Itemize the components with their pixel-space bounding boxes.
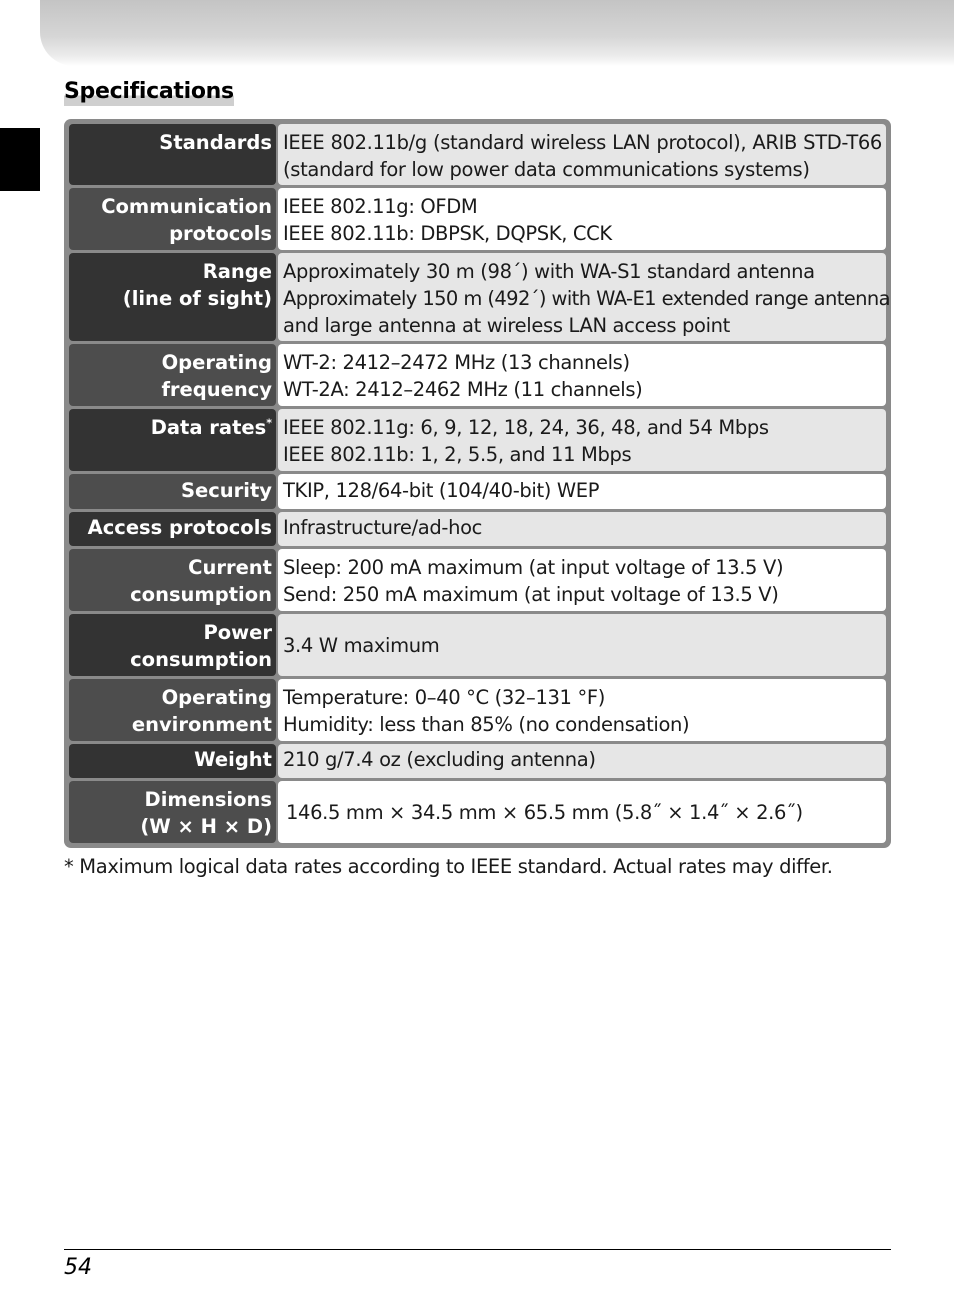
spec-value-line: Temperature: 0–40 °C (32–131 °F) [283, 686, 605, 709]
page-divider [64, 1249, 891, 1250]
spec-label: Standards [69, 124, 276, 185]
spec-value-line: Humidity: less than 85% (no condensation) [283, 713, 690, 736]
spec-value [278, 512, 886, 546]
spec-label: Dimensions (W × H × D) [69, 781, 276, 843]
spec-value-line: 210 g/7.4 oz (excluding antenna) [283, 748, 596, 771]
spec-label-text: Data rates [150, 416, 267, 439]
spec-value-line: WT-2A: 2412–2462 MHz (11 channels) [283, 378, 643, 401]
spec-row-standards [69, 124, 886, 185]
spec-value [278, 253, 891, 341]
spec-value-line: (standard for low power data communications systems) [283, 158, 810, 181]
spec-row-range [69, 253, 891, 341]
spec-label: Weight [69, 744, 276, 778]
spec-value-line: TKIP, 128/64-bit (104/40-bit) WEP [283, 479, 600, 502]
spec-value-line: Approximately 30 m (98´) with WA-S1 standard antenna [283, 260, 815, 283]
spec-label [69, 409, 276, 471]
spec-value-line: Sleep: 200 mA maximum (at input voltage of 13.5 V) [283, 556, 784, 579]
spec-label: Power consumption [69, 614, 276, 676]
spec-value [278, 409, 886, 471]
spec-value [278, 614, 886, 676]
header-band [40, 0, 954, 66]
spec-label: Operating environment [69, 679, 276, 741]
section-title: Specifications [64, 79, 234, 104]
spec-value-line: IEEE 802.11b: DBPSK, DQPSK, CCK [283, 222, 612, 245]
spec-row-security [69, 474, 886, 509]
spec-value-line: WT-2: 2412–2472 MHz (13 channels) [283, 351, 630, 374]
spec-row-access-protocols [69, 512, 886, 546]
spec-value [278, 679, 886, 741]
spec-row-operating-environment [69, 679, 886, 741]
spec-label: Communication protocols [69, 188, 276, 250]
footnote-marker: * [266, 416, 272, 430]
spec-label: Access protocols [69, 512, 276, 546]
spec-value [278, 344, 886, 406]
spec-value-line: 146.5 mm × 34.5 mm × 65.5 mm (5.8˝ × 1.4˝ × 2.6˝) [286, 800, 803, 824]
spec-row-data-rates [69, 409, 886, 471]
spec-value [278, 781, 886, 843]
chapter-tab [0, 128, 40, 191]
spec-value-line: Send: 250 mA maximum (at input voltage of 13.5 V) [283, 583, 779, 606]
spec-value [278, 474, 886, 509]
page-number: 54 [64, 1255, 92, 1280]
spec-value-line: and large antenna at wireless LAN access point [283, 314, 730, 337]
spec-value-line: 3.4 W maximum [283, 633, 440, 657]
spec-row-current-consumption [69, 549, 886, 611]
spec-value-line: IEEE 802.11b/g (standard wireless LAN protocol), ARIB STD-T66 [283, 131, 882, 154]
spec-value-line: IEEE 802.11g: OFDM [283, 195, 478, 218]
spec-row-weight [69, 744, 886, 778]
spec-table [64, 119, 891, 848]
spec-value [278, 124, 886, 185]
spec-value-line: Infrastructure/ad-hoc [283, 516, 483, 539]
spec-label: Current consumption [69, 549, 276, 611]
spec-row-dimensions [69, 781, 886, 843]
spec-value [278, 188, 886, 250]
spec-value-line: IEEE 802.11b: 1, 2, 5.5, and 11 Mbps [283, 443, 632, 466]
spec-row-power-consumption [69, 614, 886, 676]
spec-row-communication-protocols [69, 188, 886, 250]
spec-label: Operating frequency [69, 344, 276, 406]
spec-value [278, 549, 886, 611]
footnote: * Maximum logical data rates according to IEEE standard. Actual rates may differ. [64, 855, 833, 878]
spec-label: Security [69, 474, 276, 509]
spec-value-line: Approximately 150 m (492´) with WA-E1 extended range antenna [283, 287, 891, 310]
spec-row-operating-frequency [69, 344, 886, 406]
spec-value-line: IEEE 802.11g: 6, 9, 12, 18, 24, 36, 48, and 54 Mbps [283, 416, 769, 439]
spec-value [278, 744, 886, 778]
spec-label: Range (line of sight) [69, 253, 276, 341]
